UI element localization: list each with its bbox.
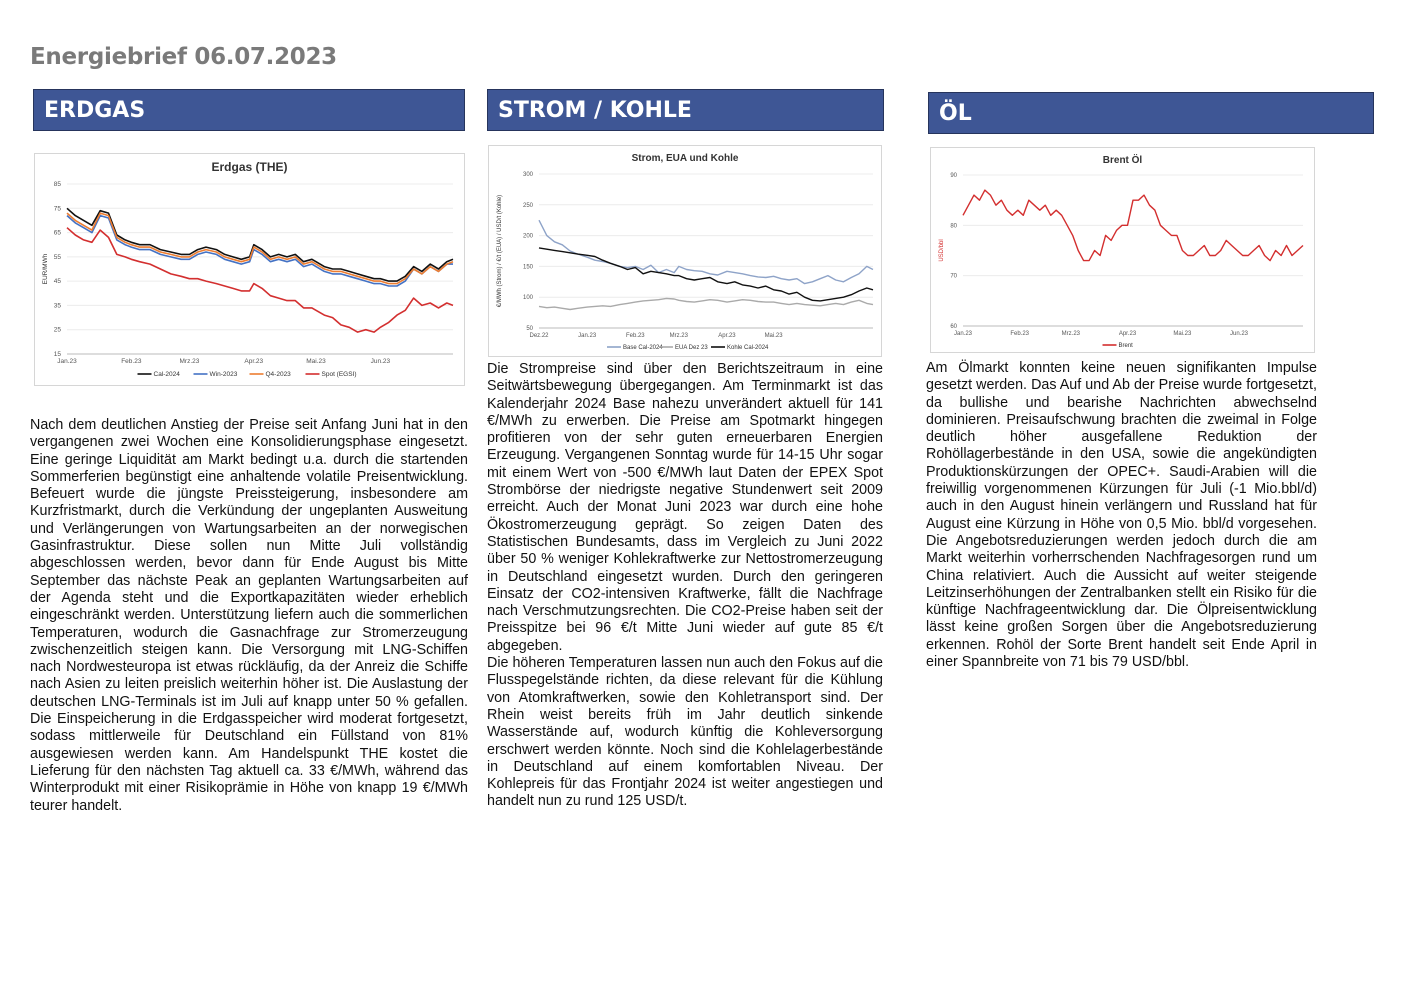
text-oel (926, 360, 1317, 671)
chart-erdgas-svg (35, 154, 464, 385)
text-strom (487, 361, 883, 811)
chart-strom (488, 145, 882, 357)
y-tick-label: 25 (53, 326, 61, 334)
x-tick-label: Jun.23 (370, 358, 391, 365)
series-line (67, 228, 453, 332)
x-tick-label: Feb.23 (625, 333, 645, 339)
legend-label: Kohle Cal-2024 (727, 345, 769, 351)
x-tick-label: Mrz.23 (179, 358, 200, 365)
y-axis-label: USD/bbl (939, 239, 945, 262)
y-tick-label: 60 (950, 324, 957, 330)
section-title-strom: STROM / KOHLE (498, 97, 692, 123)
y-tick-label: 80 (950, 223, 957, 230)
section-title-erdgas: ERDGAS (44, 97, 146, 123)
x-tick-label: Apr.23 (718, 333, 736, 339)
x-tick-label: Mrz.23 (669, 333, 688, 339)
x-tick-label: Dez.22 (529, 333, 549, 339)
y-tick-label: 75 (53, 205, 61, 213)
y-tick-label: 15 (53, 351, 61, 358)
x-tick-label: Apr.23 (244, 358, 264, 365)
paragraph: Nach dem deutlichen Anstieg der Preise seit Anfang Juni hat in den vergangenen zwei Wochen eine Konsolidierungsphase eingesetzt. Eine geringe Liquidität am Markt bedingt u.a. durch die startenden Sommerferien begünstigt eine anhaltende volatile Preisentwicklung. Befeuert wurde die jüngste Preissteigerung, insbesondere am Kurzfristmarkt, durch die Verkündung der ungeplanten Ausweitung und Verlängerungen von Wartungsarbeiten an der norwegischen Gasinfrastruktur. Diese sollen nun Mitte Juli vollständig abgeschlossen werden, bevor dann für Ende August bis Mitte September das nächste Peak an geplanten Wartungsarbeiten auf der Agenda steht und die Exportkapazitäten wieder erheblich eingeschränkt werden. Unterstützung liefern auch die sommerlichen Temperaturen, wodurch die Gasnachfrage zur Stromerzeugung zwischenzeitlich steigen kann. Die Versorgung mit LNG-Schiffen nach Nordwesteuropa ist etwas rückläufig, da der Anreiz die Schiffe nach Asien zu leiten preislich weiterhin höher ist. Die Auslastung der deutschen LNG-Terminals ist im Juli auf knapp unter 50 % gefallen. Die Einspeicherung in die Erdgasspeicher wird moderat fortgesetzt, sodass mittlerweile für Deutschland ein Füllstand von 81% ausgewiesen werden kann. Am Handelspunkt THE kostet die Lieferung für den nächsten Tag aktuell ca. 33 €/MWh, während das Winterprodukt mit einer Risikoprämie in Höhe von knapp 19 €/MWh teurer handelt. (30, 417, 468, 814)
chart-erdgas (34, 153, 465, 386)
legend-label: Q4-2023 (265, 371, 291, 378)
y-tick-label: 90 (950, 173, 957, 179)
chart-oel-svg (931, 148, 1314, 352)
x-tick-label: Jan.23 (578, 333, 597, 339)
section-header-oel (928, 92, 1374, 134)
chart-oel (930, 147, 1315, 353)
y-tick-label: 45 (53, 278, 61, 286)
y-tick-label: 50 (526, 326, 533, 332)
paragraph: Am Ölmarkt konnten keine neuen signifikanten Impulse gesetzt werden. Das Auf und Ab der Preise wurde fortgesetzt, da bullishe und bearishe Nachrichten abwechselnd dominieren. Preisaufschwung brachten die zweimal in Folge deutlich höher ausgefallene Reduktion der Rohöllagerbestände in den USA, sowie die angekündigten Produktionskürzungen der OPEC+. Saudi-Arabien will die freiwillig vorgenommenen Kürzungen für Juli (-1 Mio.bbl/d) auch in den August hinein verlängern und Russland hat für August eine Kürzung in Höhe von 0,5 Mio. bbl/d vorgesehen. Die Angebotsreduzierungen werden jedoch durch die am Markt weiterhin vorherrschenden Nachfragesorgen rund um China relativiert. Auch die Aussicht auf weiter steigende Leitzinserhöhungen der Zentralbanken stellt ein Risiko für die künftige Nachfrageentwicklung dar. Die Ölpreisentwicklung lässt keine großen Sorgen über die Angebotsreduzierung erkennen. Rohöl der Sorte Brent handelt seit Ende April in einer Spannbreite von 71 bis 79 USD/bbl. (926, 360, 1317, 671)
legend-label: Base Cal-2024 (623, 345, 663, 351)
x-tick-label: Mai.23 (764, 333, 783, 339)
chart-title: Erdgas (THE) (211, 160, 288, 174)
series-line (539, 248, 873, 301)
y-tick-label: 200 (522, 233, 533, 240)
text-erdgas (30, 417, 468, 815)
y-tick-label: 35 (53, 302, 61, 310)
chart-strom-svg (489, 146, 881, 356)
x-tick-label: Feb.23 (121, 358, 142, 365)
x-tick-label: Mrz.23 (1061, 331, 1081, 337)
legend-label: Cal-2024 (153, 371, 180, 378)
section-header-strom (487, 89, 884, 131)
x-tick-label: Mai.23 (306, 358, 326, 365)
y-tick-label: 300 (522, 172, 533, 178)
legend-label: EUA Dez 23 (675, 345, 708, 351)
section-title-oel: ÖL (939, 100, 972, 126)
section-header-erdgas (33, 89, 465, 131)
x-tick-label: Jan.23 (953, 331, 973, 337)
x-tick-label: Jan.23 (57, 358, 77, 365)
legend-label: Spot (EGSI) (321, 371, 357, 378)
x-tick-label: Jun.23 (1230, 331, 1249, 337)
legend-label: Win-2023 (209, 371, 238, 378)
y-tick-label: 55 (53, 253, 61, 261)
y-tick-label: 85 (53, 181, 61, 188)
x-tick-label: Apr.23 (1118, 331, 1137, 337)
paragraph: Die Strompreise sind über den Berichtszeitraum in eine Seitwärtsbewegung übergegangen. Am Terminmarkt ist das Kalenderjahr 2024 Base nahezu unverändert aktuell für 141 €/MWh zu erwerben. Die Preise am Spotmarkt hingegen profitieren von der sehr guten erneuerbaren Energien Erzeugung. Vergangenen Sonntag wurde für 14-15 Uhr sogar mit einem Wert von -500 €/MWh laut Daten der EPEX Spot Strombörse der niedrigste negative Stundenwert seit 2009 erreicht. Auch der Monat Juni 2023 war durch eine hohe Ökostromerzeugung geprägt. So zeigen Daten des Statistischen Bundesamts, dass im Vergleich zu Juni 2022 über 50 % weniger Kohlekraftwerke zur Nettostromerzeugung in Deutschland eingesetzt wurden. Durch den geringeren Einsatz der CO2-intensiven Kraftwerke, fällt die Nachfrage nach Verschmutzungsrechten. Die CO2-Preise haben seit der Preisspitze bei 96 €/t Mitte Juni wieder auf gute 85 €/t abgegeben. (487, 361, 883, 654)
paragraph: Die höheren Temperaturen lassen nun auch den Fokus auf die Flusspegelstände richten, da diese relevant für die Kühlung von Atomkraftwerken, sowie den Kohletransport sind. Der Rhein weist bereits früh im Jahr deutlich sinkende Wasserstände auf, wodurch künftig die Kohleversorgung erschwert werden könnte. Noch sind die Kohlelagerbestände in Deutschland auf einem komfortablen Niveau. Der Kohlepreis für das Frontjahr 2024 ist weiter angestiegen und handelt nun zu rund 125 USD/t. (487, 655, 883, 810)
y-tick-label: 100 (522, 295, 533, 302)
series-line (539, 220, 873, 283)
chart-title: Strom, EUA und Kohle (631, 153, 739, 164)
x-tick-label: Mai.23 (1173, 331, 1192, 337)
y-tick-label: 65 (53, 229, 61, 237)
y-axis-label: €/MWh (Strom) / €/t (EUA) / USD/t (Kohle) (497, 194, 503, 308)
y-tick-label: 250 (522, 202, 533, 209)
legend-label: Brent (1118, 343, 1133, 349)
page-title: Energiebrief 06.07.2023 (30, 44, 337, 70)
y-tick-label: 150 (522, 264, 533, 271)
x-tick-label: Feb.23 (1010, 331, 1030, 337)
y-axis-label: EUR/MWh (42, 253, 49, 285)
y-tick-label: 70 (950, 273, 957, 280)
chart-title: Brent Öl (1102, 155, 1143, 166)
